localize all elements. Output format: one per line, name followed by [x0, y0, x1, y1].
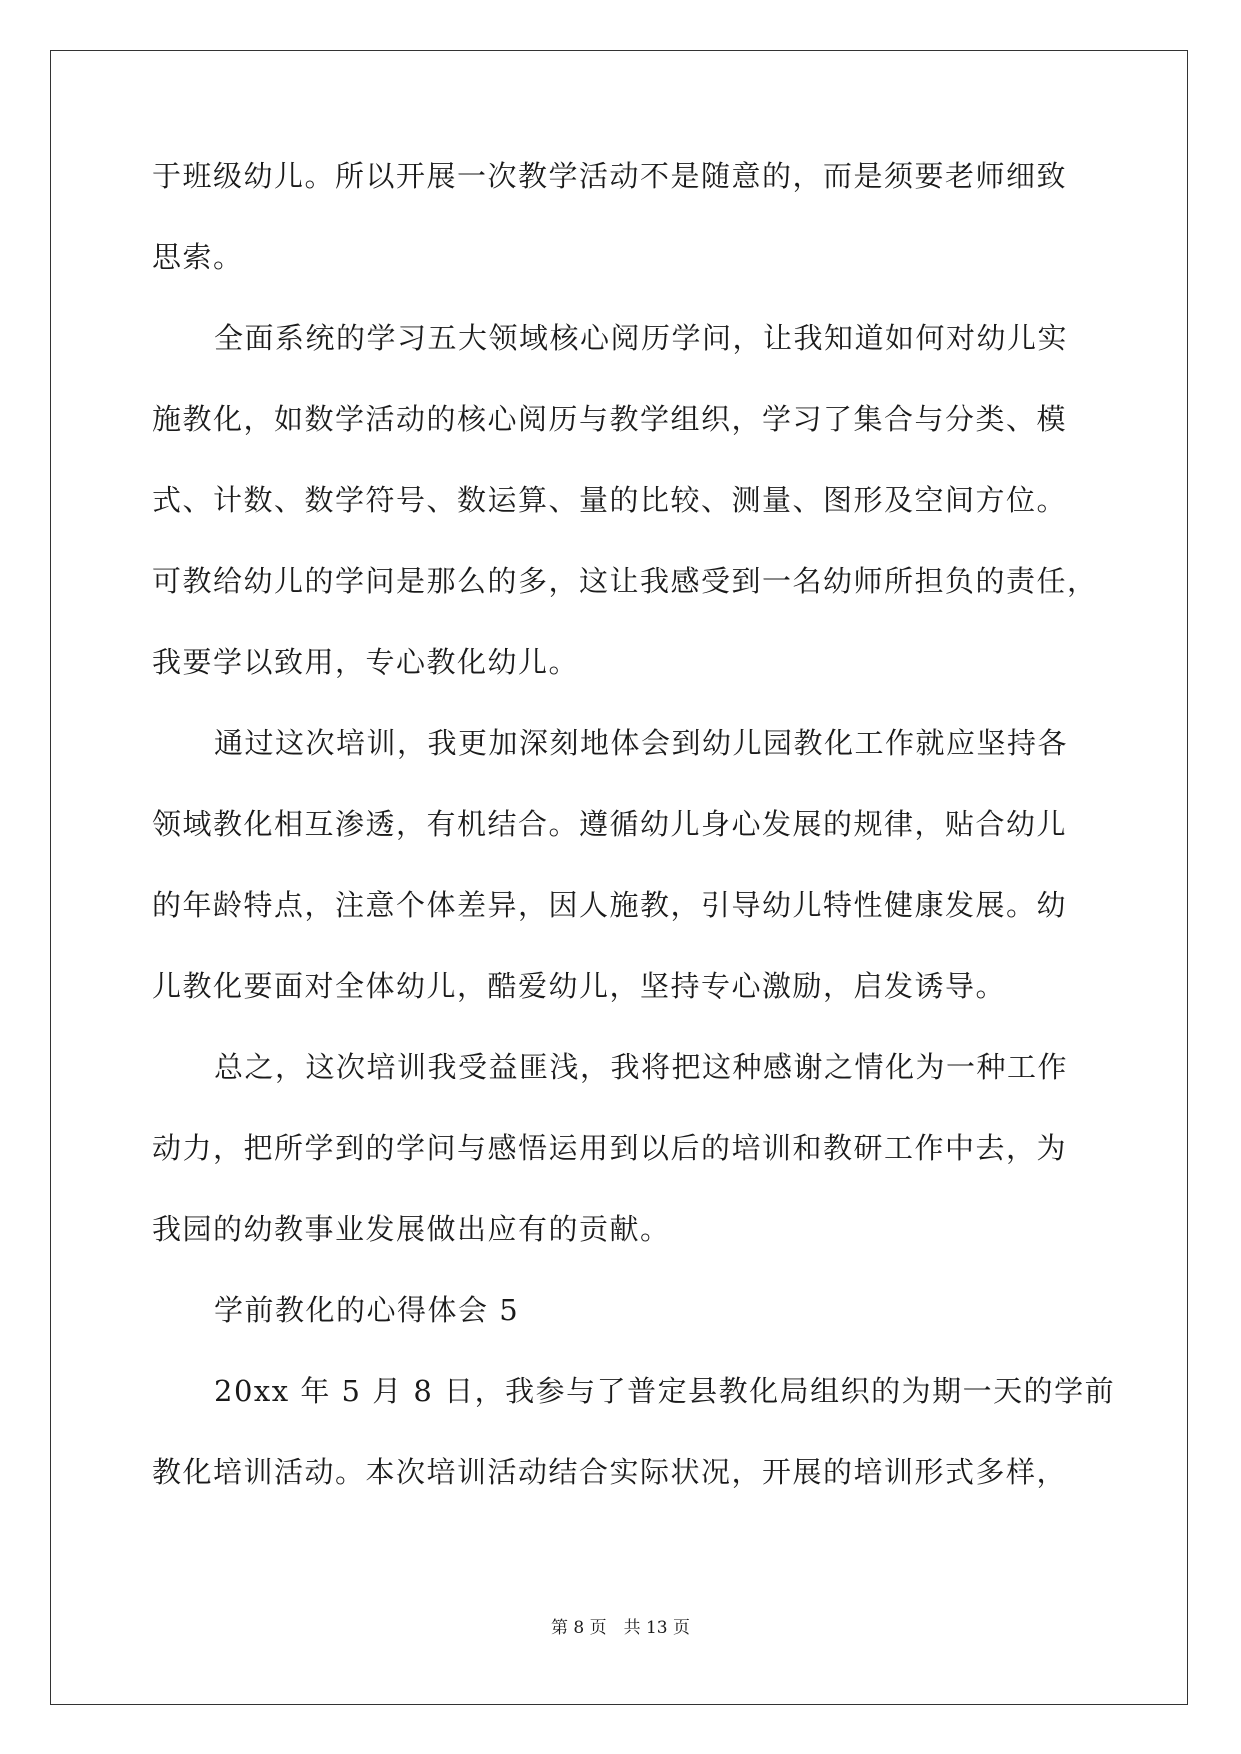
text-line: 于班级幼儿。所以开展一次教学活动不是随意的，而是须要老师细致	[152, 159, 1068, 193]
text-line: 式、计数、数学符号、数运算、量的比较、测量、图形及空间方位。	[152, 483, 1068, 517]
text-line: 思索。	[152, 240, 244, 274]
document-body	[152, 159, 1116, 1539]
paragraph-start: 通过这次培训，我更加深刻地体会到幼儿园教化工作就应坚持各	[214, 726, 1069, 760]
section-heading: 学前教化的心得体会 5	[214, 1293, 520, 1327]
text-line: 领域教化相互渗透，有机结合。遵循幼儿身心发展的规律，贴合幼儿	[152, 807, 1068, 841]
text-line: 施教化，如数学活动的核心阅历与教学组织，学习了集合与分类、模	[152, 402, 1068, 436]
page-number-footer: 第 8 页 共 13 页	[550, 1618, 691, 1638]
text-line: 我要学以致用，专心教化幼儿。	[152, 645, 580, 679]
text-line: 教化培训活动。本次培训活动结合实际状况，开展的培训形式多样，	[152, 1455, 1068, 1489]
text-line: 儿教化要面对全体幼儿，酷爱幼儿，坚持专心激励，启发诱导。	[152, 969, 1007, 1003]
paragraph-start: 总之，这次培训我受益匪浅，我将把这种感谢之情化为一种工作	[214, 1050, 1069, 1084]
paragraph-start: 20xx 年 5 月 8 日，我参与了普定县教化局组织的为期一天的学前	[214, 1374, 1116, 1408]
text-line: 的年龄特点，注意个体差异，因人施教，引导幼儿特性健康发展。幼	[152, 888, 1068, 922]
paragraph-start: 全面系统的学习五大领域核心阅历学问，让我知道如何对幼儿实	[214, 321, 1069, 355]
text-line: 我园的幼教事业发展做出应有的贡献。	[152, 1212, 671, 1246]
text-line: 可教给幼儿的学问是那么的多，这让我感受到一名幼师所担负的责任，	[152, 564, 1098, 598]
text-line: 动力，把所学到的学问与感悟运用到以后的培训和教研工作中去，为	[152, 1131, 1068, 1165]
